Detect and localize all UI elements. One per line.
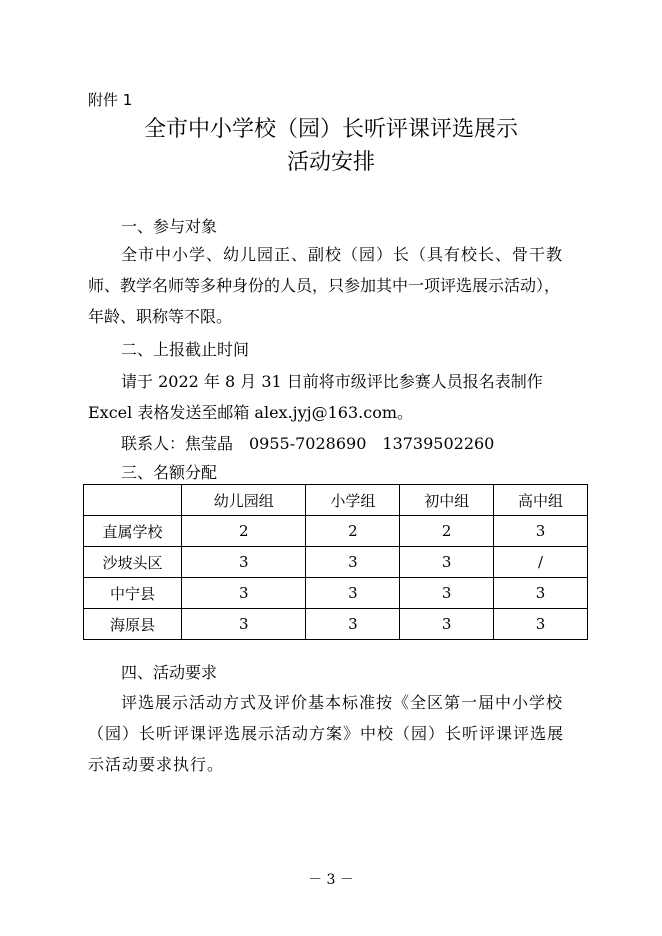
table-header-cell: 小学组 <box>306 485 400 516</box>
table-header-cell: 高中组 <box>494 485 588 516</box>
section4-line: 评选展示活动方式及评价基本标准按《全区第一届中小学校 <box>121 693 564 712</box>
page-number: － 3 － <box>308 872 354 888</box>
table-cell: 3 <box>182 578 306 609</box>
section1-heading: 一、参与对象 <box>121 217 218 236</box>
table-header-cell <box>84 485 182 516</box>
table-cell: 3 <box>306 547 400 578</box>
section2-line: Excel 表格发送至邮箱 alex.jyj@163.com。 <box>88 403 414 422</box>
section3-heading: 三、名额分配 <box>121 463 218 482</box>
table-cell: 3 <box>400 547 494 578</box>
table-row <box>84 578 588 609</box>
table-row <box>84 547 588 578</box>
section4-line: （园）长听评课评选展示活动方案》中校（园）长听评课评选展 <box>88 724 565 743</box>
section2-heading: 二、上报截止时间 <box>121 340 250 359</box>
table-cell: 3 <box>400 609 494 640</box>
section1-line: 师、教学名师等多种身份的人员，只参加其中一项评选展示活动）， <box>88 276 561 295</box>
table-cell: 3 <box>182 547 306 578</box>
row-label-cell: 海原县 <box>84 609 182 640</box>
table-header-row <box>84 485 588 516</box>
table-cell: 3 <box>306 578 400 609</box>
table-row <box>84 516 588 547</box>
table-cell: 3 <box>494 516 588 547</box>
row-label-cell: 沙坡头区 <box>84 547 182 578</box>
attachment-label: 附件 1 <box>88 91 133 109</box>
section4-line: 示活动要求执行。 <box>88 755 225 774</box>
page-title: 全市中小学校（园）长听评课评选展示 <box>143 117 518 142</box>
table-cell: 3 <box>494 578 588 609</box>
contact-line: 联系人：焦莹晶 0955-7028690 13739502260 <box>121 434 495 453</box>
section2-line: 请于 2022 年 8 月 31 日前将市级评比参赛人员报名表制作 <box>121 372 543 391</box>
table-cell: 2 <box>400 516 494 547</box>
table-cell: 2 <box>182 516 306 547</box>
table-header-cell: 初中组 <box>400 485 494 516</box>
section1-line: 全市中小学、幼儿园正、副校（园）长（具有校长、骨干教 <box>121 245 564 264</box>
table-header-cell: 幼儿园组 <box>182 485 306 516</box>
table-cell: / <box>494 547 588 578</box>
quota-table <box>83 484 588 640</box>
row-label-cell: 中宁县 <box>84 578 182 609</box>
table-row <box>84 609 588 640</box>
row-label-cell: 直属学校 <box>84 516 182 547</box>
table-cell: 3 <box>182 609 306 640</box>
table-cell: 3 <box>494 609 588 640</box>
section1-line: 年龄、职称等不限。 <box>88 307 233 326</box>
section4-heading: 四、活动要求 <box>121 663 218 682</box>
table-cell: 2 <box>306 516 400 547</box>
page-subtitle: 活动安排 <box>286 150 375 175</box>
table-cell: 3 <box>306 609 400 640</box>
table-cell: 3 <box>400 578 494 609</box>
